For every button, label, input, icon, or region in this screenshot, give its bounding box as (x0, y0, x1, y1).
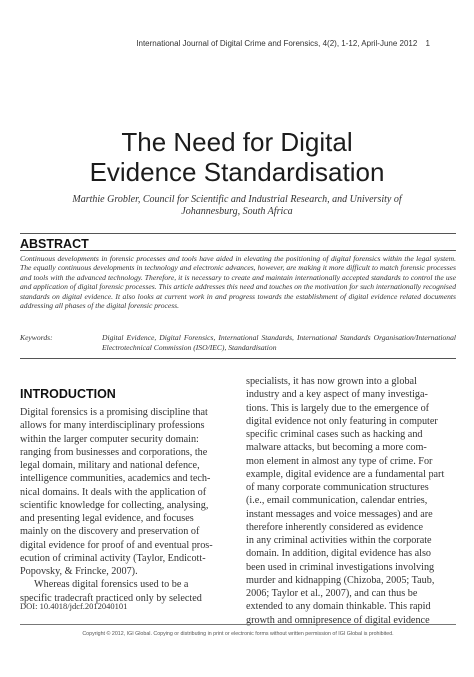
text-line: Whereas digital forensics used to be a (34, 579, 189, 591)
text-line: digital evidence for proof of and eventual pros- (20, 539, 213, 551)
text-line: specific criminal cases such as hacking and (246, 429, 423, 440)
text-line: within the larger computer security domain: (20, 433, 199, 445)
text-line: nical domains. It deals with the application of (20, 486, 207, 498)
keywords-block (20, 333, 456, 352)
title-line-2: Evidence Standardisation (89, 157, 385, 187)
article-title (30, 127, 444, 187)
copyright-notice: Copyright © 2012, IGI Global. Copying or distributing in print or electronic forms without written permission of IGI Global is prohibited. (82, 631, 394, 637)
author-line-1: Marthie Grobler, Council for Scientific and Industrial Research, and University of (72, 194, 402, 205)
text-line: growth and omnipresence of digital evidence (246, 614, 430, 626)
abstract-text: Continuous developments in forensic processes and tools have aided in elevating the positioning of digital forensics within the legal system. The equally continuous developments in technology and electronic advances, however, are making it more difficult to match forensic processes and tools with the advanced technology. Therefore, it is necessary to create and maintain internationally accepted standards to control the use and application of digital forensic processes. This article addresses this need and touches on the motivation for such internationally recognised standards on digital evidence. It also looks at current work in and progress towards the establishment of digital evidence related documents addressing all phases of the digital forensic process. (20, 254, 456, 311)
text-line: of many corporate communication structures (246, 482, 429, 493)
abstract-heading: ABSTRACT (20, 237, 89, 251)
text-line: Popovsky, & Frincke, 2007). (20, 566, 138, 577)
introduction-heading: INTRODUCTION (20, 387, 116, 401)
text-line: legal domain, military and national defence, (20, 460, 200, 471)
text-line: (i.e., email communication, calendar entries, (246, 495, 428, 507)
text-line: intelligence communities, academics and tech- (20, 473, 211, 485)
text-line: 2006; Taylor et al., 2007), and can thus be (246, 588, 418, 599)
text-line: industry and a key aspect of many investiga- (246, 389, 428, 401)
text-line: therefore inherently considered as evidence (246, 521, 424, 533)
abstract-heading-rule (20, 250, 456, 251)
page-number: 1 (425, 39, 430, 48)
text-line: specialists, it has now grown into a global (246, 376, 417, 387)
text-line: tions. This is largely due to the emergence of (246, 402, 430, 414)
text-line: in any criminal activities within the corporate (246, 535, 432, 546)
text-line: been used in criminal investigations involving (246, 561, 435, 573)
intro-paragraph-2-continued (246, 375, 454, 627)
keywords-text: Digital Evidence, Digital Forensics, International Standards, International Standards Organisation/International Electrotechnical Commission (ISO/IEC), Standardisation (102, 333, 456, 352)
text-line: Digital forensics is a promising discipline that (20, 407, 208, 418)
journal-citation: International Journal of Digital Crime and Forensics, 4(2), 1-12, April-June 2012 (136, 39, 418, 48)
author-line-2: Johannesburg, South Africa (181, 205, 293, 217)
text-line: domain. In addition, digital evidence has also (246, 548, 432, 560)
text-line: extended to any domain thinkable. This rapid (246, 601, 431, 613)
author-affiliation (50, 194, 424, 217)
text-line: malware attacks, but becoming a more com- (246, 442, 427, 454)
running-head (40, 39, 430, 48)
title-line-1: The Need for Digital (121, 127, 353, 157)
text-line: ecution of criminal activity (Taylor, Endicott- (20, 552, 206, 564)
text-line: ranging from businesses and corporations, the (20, 446, 208, 458)
text-line: digital evidence not only featuring in computer (246, 415, 438, 427)
right-column (246, 375, 454, 627)
text-line: allows for many interdisciplinary professions (20, 420, 205, 432)
text-line: specific tradecraft practiced only by selected (20, 592, 202, 604)
abstract-top-rule (20, 233, 456, 234)
keywords-rule (20, 358, 456, 359)
text-line: instant messages and voice messages) and are (246, 508, 433, 520)
text-line: example, digital evidence are a fundamental part (246, 468, 445, 480)
keywords-label: Keywords: (20, 333, 53, 342)
doi: DOI: 10.4018/jdcf.2012040101 (20, 601, 128, 611)
footer-rule (20, 624, 456, 625)
text-line: mon element in almost any type of crime. For (246, 455, 433, 467)
text-line: murder and kidnapping (Chizoba, 2005; Taub, (246, 574, 435, 586)
text-line: and presenting legal evidence, and focuses (20, 513, 194, 524)
text-line: scientific knowledge for collecting, analysing, (20, 499, 209, 511)
text-line: mainly on the discovery and preservation of (20, 526, 200, 538)
left-column (20, 406, 226, 605)
intro-paragraph-1 (20, 406, 226, 578)
